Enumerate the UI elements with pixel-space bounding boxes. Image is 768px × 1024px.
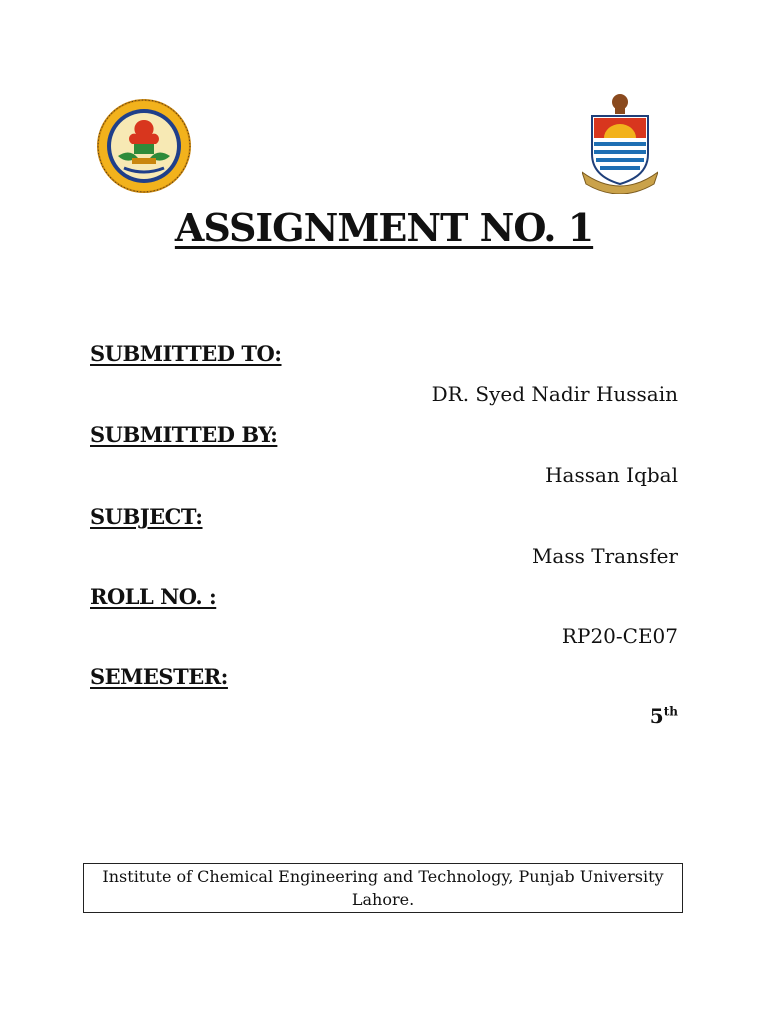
- icet-crest-icon: [96, 98, 192, 194]
- page-title: ASSIGNMENT NO. 1: [174, 205, 594, 250]
- submitted-by-value: Hassan Iqbal: [545, 463, 678, 487]
- semester-value: [650, 704, 678, 728]
- semester-number: 5: [649, 704, 664, 728]
- semester-suffix: th: [663, 704, 678, 719]
- roll-no-value: RP20-CE07: [561, 624, 678, 648]
- subject-value: Mass Transfer: [531, 544, 678, 568]
- submitted-to-value: DR. Syed Nadir Hussain: [431, 382, 678, 406]
- submitted-to-label: SUBMITTED TO:: [90, 341, 282, 366]
- punjab-university-logo: [582, 92, 658, 194]
- semester-label: SEMESTER:: [90, 664, 228, 689]
- institute-name: Institute of Chemical Engineering and Technology, Punjab University Lahore.: [102, 867, 664, 909]
- punjab-university-crest-icon: [582, 92, 658, 194]
- roll-no-label: ROLL NO. :: [90, 584, 217, 609]
- subject-label: SUBJECT:: [90, 504, 203, 529]
- icet-logo: [96, 98, 192, 194]
- institute-footer: [83, 863, 683, 913]
- submitted-by-label: SUBMITTED BY:: [90, 422, 278, 447]
